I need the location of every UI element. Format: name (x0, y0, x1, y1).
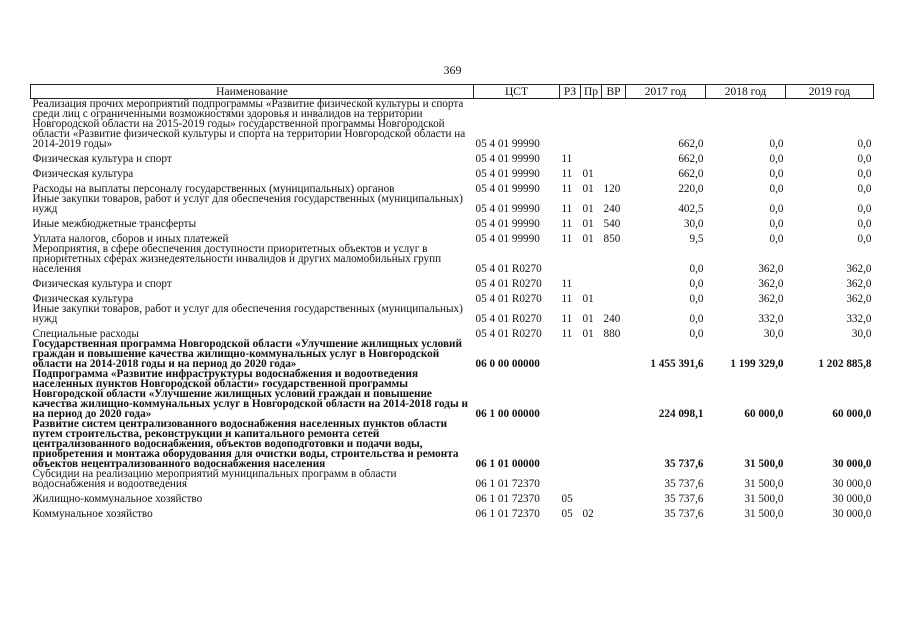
cell-rz: 11 (561, 328, 573, 340)
cell-2017: 0,0 (689, 263, 704, 275)
cell-cst: 06 1 01 72370 (475, 478, 540, 490)
cell-cst: 05 4 01 R0270 (475, 328, 542, 340)
cell-pr: 01 (582, 168, 594, 180)
page-number: 369 (443, 63, 462, 77)
table-row (31, 489, 874, 504)
cell-name: Расходы на выплаты персоналу государственных (муниципальных) органов (32, 183, 395, 195)
cell-name: Коммунальное хозяйство (32, 508, 153, 520)
cell-pr (581, 369, 602, 419)
cell-pr: 01 (582, 218, 594, 230)
cell-vr (602, 339, 626, 369)
cell-pr (581, 99, 602, 150)
table-row (31, 179, 874, 194)
cell-cst: 06 1 01 72370 (475, 493, 540, 505)
cell-2017: 35 737,6 (664, 493, 704, 505)
cell-2018: 362,0 (758, 263, 784, 275)
table-row (31, 504, 874, 519)
cell-rz (560, 244, 581, 274)
cell-vr: 240 (603, 203, 621, 215)
cell-2017: 0,0 (689, 328, 704, 340)
cell-pr: 01 (582, 328, 594, 340)
cell-2019: 30 000,0 (832, 478, 872, 490)
cell-name: Уплата налогов, сборов и иных платежей (32, 233, 229, 245)
cell-name: Мероприятия, в сфере обеспечения доступности приоритетных объектов и услуг в приоритетных сферах жизнедеятельности инвалидов и других маломобильных групп населения (32, 243, 442, 275)
cell-2017: 35 737,6 (664, 478, 704, 490)
table-row (31, 274, 874, 289)
cell-vr: 120 (603, 183, 621, 195)
cell-rz: 11 (561, 203, 573, 215)
cell-2019: 0,0 (857, 233, 872, 245)
cell-2018: 30,0 (763, 328, 784, 340)
cell-2017: 9,5 (689, 233, 704, 245)
cell-rz: 11 (561, 153, 573, 165)
cell-cst: 05 4 01 R0270 (475, 278, 542, 290)
cell-vr (602, 244, 626, 274)
cell-cst: 06 1 01 00000 (475, 458, 540, 470)
cell-cst: 05 4 01 99990 (475, 153, 540, 165)
table-row (31, 419, 874, 469)
cell-rz: 05 (561, 508, 573, 520)
cell-vr (602, 469, 626, 489)
header-vr: ВР (602, 85, 626, 99)
cell-2018: 362,0 (758, 278, 784, 290)
cell-2019: 30 000,0 (832, 493, 872, 505)
cell-cst: 05 4 01 R0270 (475, 313, 542, 325)
cell-2019: 332,0 (846, 313, 872, 325)
cell-2018: 0,0 (769, 203, 784, 215)
cell-2017: 0,0 (689, 278, 704, 290)
cell-2018: 0,0 (769, 153, 784, 165)
cell-2017: 30,0 (683, 218, 704, 230)
cell-pr: 02 (582, 508, 594, 520)
cell-pr: 01 (582, 293, 594, 305)
cell-name: Субсидии на реализацию мероприятий муниципальных программ в области водоснабжения и водоотведения (32, 468, 397, 490)
cell-vr (602, 489, 626, 504)
cell-2019: 1 202 885,8 (818, 358, 872, 370)
cell-2017: 35 737,6 (664, 508, 704, 520)
cell-2019: 0,0 (857, 138, 872, 150)
cell-name: Физическая культура (32, 293, 134, 305)
cell-vr: 240 (603, 313, 621, 325)
cell-2017: 0,0 (689, 313, 704, 325)
cell-vr: 540 (603, 218, 621, 230)
cell-2018: 0,0 (769, 233, 784, 245)
cell-pr (581, 489, 602, 504)
cell-pr (581, 244, 602, 274)
cell-pr (581, 339, 602, 369)
cell-vr (602, 369, 626, 419)
cell-2019: 30,0 (851, 328, 872, 340)
table-row (31, 289, 874, 304)
cell-cst: 06 1 00 00000 (475, 408, 540, 420)
cell-rz: 11 (561, 218, 573, 230)
table-row (31, 194, 874, 214)
cell-2017: 662,0 (678, 168, 704, 180)
cell-2018: 0,0 (769, 183, 784, 195)
cell-vr (602, 504, 626, 519)
cell-cst: 05 4 01 99990 (475, 203, 540, 215)
cell-2018: 60 000,0 (744, 408, 784, 420)
cell-2018: 362,0 (758, 293, 784, 305)
cell-pr: 01 (582, 233, 594, 245)
cell-vr (602, 99, 626, 150)
cell-2019: 362,0 (846, 293, 872, 305)
table-row (31, 369, 874, 419)
cell-2018: 0,0 (769, 218, 784, 230)
cell-cst: 05 4 01 R0270 (475, 263, 542, 275)
table-row (31, 469, 874, 489)
cell-vr (602, 289, 626, 304)
cell-vr (602, 149, 626, 164)
cell-2019: 0,0 (857, 183, 872, 195)
cell-cst: 06 1 01 72370 (475, 508, 540, 520)
cell-rz: 11 (561, 293, 573, 305)
cell-pr: 01 (582, 183, 594, 195)
cell-2019: 0,0 (857, 203, 872, 215)
cell-vr (602, 274, 626, 289)
cell-2017: 224 098,1 (658, 408, 704, 420)
header-rz: РЗ (560, 85, 581, 99)
table-row (31, 339, 874, 369)
cell-name: Жилищно-коммунальное хозяйство (32, 493, 203, 505)
header-2019: 2019 год (786, 85, 874, 99)
cell-cst: 05 4 01 99990 (475, 233, 540, 245)
cell-2017: 35 737,6 (664, 458, 704, 470)
cell-name: Реализация прочих мероприятий подпрограммы «Развитие физической культуры и спорта среди лиц с ограниченными возможностями здоровья и инвалидов на территории Новгородской области на 2015-2019 годы» государственной программы Новгородской области «Развитие физической культуры и спорта на территории Новгородской области на 2014-2019 годы» (32, 98, 466, 150)
cell-rz: 11 (561, 233, 573, 245)
cell-2018: 0,0 (769, 138, 784, 150)
cell-rz (560, 369, 581, 419)
cell-2018: 31 500,0 (744, 478, 784, 490)
cell-name: Развитие систем централизованного водоснабжения населенных пунктов области путем строительства, реконструкции и капитального ремонта сетей централизованного водоснабжения, объектов водоподготовки и подачи воды, приобретения и монтажа оборудования для очистки воды, строительства и ремонта объектов нецентрализованного водоснабжения населения (32, 418, 459, 470)
cell-cst: 06 0 00 00000 (475, 358, 540, 370)
cell-name: Иные межбюджетные трансферты (32, 218, 197, 230)
cell-cst: 05 4 01 99990 (475, 183, 540, 195)
cell-pr: 01 (582, 203, 594, 215)
cell-name: Физическая культура и спорт (32, 278, 172, 290)
cell-2019: 30 000,0 (832, 508, 872, 520)
table-row (31, 149, 874, 164)
cell-vr (602, 419, 626, 469)
cell-rz: 11 (561, 278, 573, 290)
cell-name: Государственная программа Новгородской области «Улучшение жилищных условий граждан и повышение качества жилищно-коммунальных услуг в Новгородской области на 2014-2018 годы и на период до 2020 года» (32, 338, 462, 370)
cell-name: Иные закупки товаров, работ и услуг для обеспечения государственных (муниципальных) нужд (32, 303, 463, 325)
cell-rz (560, 339, 581, 369)
cell-2017: 662,0 (678, 138, 704, 150)
cell-2019: 0,0 (857, 168, 872, 180)
table-row (31, 244, 874, 274)
cell-2019: 60 000,0 (832, 408, 872, 420)
table-row (31, 304, 874, 324)
cell-2017: 0,0 (689, 293, 704, 305)
cell-rz (560, 469, 581, 489)
cell-2019: 0,0 (857, 153, 872, 165)
cell-2019: 362,0 (846, 263, 872, 275)
cell-2017: 402,5 (678, 203, 704, 215)
cell-2019: 0,0 (857, 218, 872, 230)
cell-name: Физическая культура и спорт (32, 153, 172, 165)
header-2017: 2017 год (626, 85, 706, 99)
cell-2018: 332,0 (758, 313, 784, 325)
header-cst: ЦСТ (474, 85, 560, 99)
cell-cst: 05 4 01 99990 (475, 168, 540, 180)
table-row (31, 324, 874, 339)
cell-rz: 11 (561, 183, 573, 195)
cell-cst: 05 4 01 99990 (475, 218, 540, 230)
cell-pr (581, 469, 602, 489)
cell-2019: 362,0 (846, 278, 872, 290)
cell-2017: 220,0 (678, 183, 704, 195)
header-2018: 2018 год (706, 85, 786, 99)
table-row (31, 229, 874, 244)
cell-pr (581, 419, 602, 469)
cell-2018: 31 500,0 (744, 508, 784, 520)
header-pr: Пр (581, 85, 602, 99)
budget-table (30, 84, 874, 519)
cell-cst: 05 4 01 99990 (475, 138, 540, 150)
table-row (31, 214, 874, 229)
cell-2018: 0,0 (769, 168, 784, 180)
cell-rz: 05 (561, 493, 573, 505)
cell-pr: 01 (582, 313, 594, 325)
cell-vr (602, 164, 626, 179)
cell-name: Подпрограмма «Развитие инфраструктуры водоснабжения и водоотведения населенных пунктов Новгородской области» государственной программы Новгородской области «Улучшение жилищных условий граждан и повышение качества жилищно-коммунальных услуг в Новгородской области на 2014-2018 годы и на период до 2020 года» (32, 368, 468, 420)
cell-2017: 662,0 (678, 153, 704, 165)
cell-rz: 11 (561, 313, 573, 325)
cell-name: Физическая культура (32, 168, 134, 180)
cell-pr (581, 274, 602, 289)
cell-name: Специальные расходы (32, 328, 139, 340)
header-name: Наименование (31, 85, 474, 99)
cell-2018: 31 500,0 (744, 493, 784, 505)
cell-rz (560, 99, 581, 150)
cell-cst: 05 4 01 R0270 (475, 293, 542, 305)
cell-vr: 850 (603, 233, 621, 245)
table-row (31, 99, 874, 150)
table-row (31, 164, 874, 179)
cell-rz (560, 419, 581, 469)
header-row (31, 85, 874, 99)
cell-rz: 11 (561, 168, 573, 180)
cell-vr: 880 (603, 328, 621, 340)
cell-2018: 31 500,0 (744, 458, 784, 470)
cell-pr (581, 149, 602, 164)
cell-2019: 30 000,0 (832, 458, 872, 470)
cell-2018: 1 199 329,0 (730, 358, 784, 370)
cell-name: Иные закупки товаров, работ и услуг для обеспечения государственных (муниципальных) нужд (32, 193, 463, 215)
cell-2017: 1 455 391,6 (650, 358, 704, 370)
